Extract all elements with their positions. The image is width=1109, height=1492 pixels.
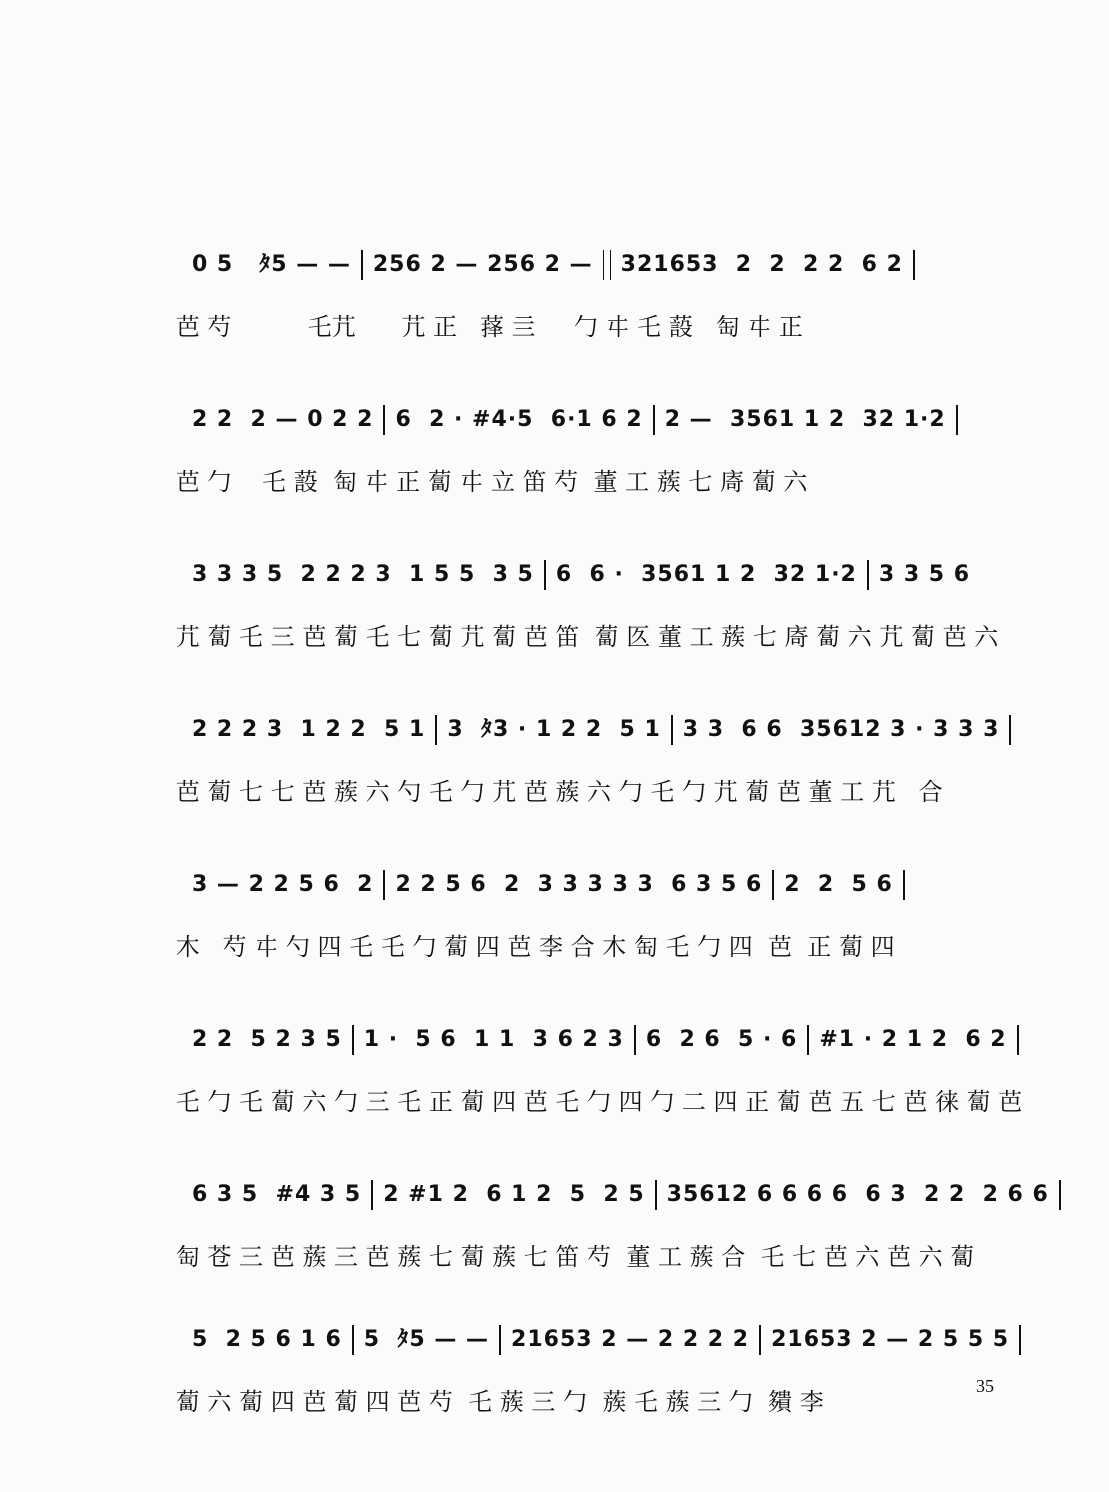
tab-chars: 乇 蔎 — [261, 468, 318, 496]
tab-chars: 董 工 芁 — [808, 778, 896, 806]
tab-chars: 笛 芍 — [555, 1243, 612, 1271]
tab-chars: 㢊 蔔 六 — [784, 623, 872, 651]
tab-chars: 芭 勹 — [175, 468, 232, 496]
tab-chars: 芭 乇 勹 四 勹 二 — [523, 1088, 706, 1116]
jianpu-line-8 — [140, 1250, 1010, 1352]
jianpu-measure: 3 3 3 5 2 2 2 3 1 5 5 3 5 — [191, 562, 534, 587]
tablature-line-7 — [130, 1167, 1010, 1271]
jianpu-line-4 — [140, 640, 1000, 742]
tab-chars: 芭 芍 — [175, 313, 232, 341]
jianpu-line-7 — [140, 1105, 1049, 1207]
tab-chars: 芭 蔟 六 — [523, 778, 612, 806]
page-number: 35 — [976, 1376, 994, 1396]
tab-chars: 芭 蔟 七 — [365, 1243, 453, 1271]
tab-chars: 五 七 — [840, 1088, 896, 1116]
barline — [1019, 1325, 1021, 1355]
tab-chars: 芭 六 — [823, 1243, 880, 1271]
jianpu-measure: #1 · 2 1 2 6 2 — [819, 1027, 1007, 1052]
tab-chars: 芭 蔔 七 七 — [175, 778, 295, 806]
tab-chars: 蔔 六 — [175, 1388, 232, 1416]
tab-chars: 匋 㐄 正 — [715, 313, 803, 341]
barline — [1059, 1180, 1061, 1210]
barline — [1017, 1025, 1019, 1055]
tab-chars: 蔔 芁 蔔 — [428, 623, 517, 651]
jianpu-line-6 — [140, 950, 1007, 1052]
jianpu-line-3 — [140, 485, 1000, 587]
jianpu-measure: 6 6 · 3561 1 2 32 1·2 — [555, 562, 857, 587]
jianpu-measure: 3 3 5 6 — [878, 562, 971, 587]
tab-chars: 正 蔔 四 — [807, 933, 895, 961]
tablature-line-5 — [130, 857, 1010, 961]
tab-chars: 芁 蔔 芭 六 — [879, 623, 999, 651]
tab-chars: 芍 㐄 勺 四 — [222, 933, 342, 961]
tab-chars: 芭 六 蔔 — [887, 1243, 975, 1271]
jianpu-measure: ﾀ5 — — — [259, 252, 351, 277]
tab-chars: 乇 七 — [760, 1243, 817, 1271]
tablature-line-6 — [130, 1012, 1023, 1116]
tablature-line-1 — [130, 237, 1010, 341]
tab-chars: 乇 蔟 三 勹 — [468, 1388, 588, 1416]
tab-chars: 匋 乇 勹 四 — [633, 933, 753, 961]
tab-chars: 芁 蔔 乇 三 — [175, 623, 295, 651]
tab-chars: 匋 苍 三 — [175, 1243, 264, 1271]
jianpu-measure: 2 2 2 — 0 2 2 — [191, 407, 374, 432]
tablature-line-2 — [130, 392, 1010, 496]
tab-chars: 芭 — [768, 933, 793, 961]
jianpu-measure: 2 2 5 6 — [784, 872, 893, 897]
jianpu-measure: 6 3 5 #4 3 5 — [191, 1182, 362, 1207]
jianpu-measure: 321653 2 2 2 2 6 2 — [620, 252, 903, 277]
jianpu-measure: 2 2 5 2 3 5 — [191, 1027, 342, 1052]
tab-chars: 董 工 蔟 合 — [626, 1243, 746, 1271]
tab-chars: 乇 乇 勹 蔔 四 — [349, 933, 500, 961]
tab-chars: 勹 芁 蔔 芭 — [681, 778, 801, 806]
jianpu-measure: 0 5 — [191, 252, 234, 277]
tab-chars: 乇 勹 — [175, 1088, 232, 1116]
tab-chars: 芭 蔔 四 — [302, 1388, 390, 1416]
tab-chars: 蔟 三 勹 — [665, 1388, 753, 1416]
tab-chars: 蔔 匛 — [594, 623, 651, 651]
tab-chars: 匋 㐄 正 蔔 — [332, 468, 452, 496]
jianpu-line-2 — [140, 330, 1000, 432]
tab-chars: 㢊 蔔 六 — [720, 468, 808, 496]
jianpu-measure: 256 2 — 256 2 — — [372, 252, 593, 277]
tab-chars: 芭 李 合 木 — [507, 933, 627, 961]
jianpu-measure: 5 ﾀ5 — — — [363, 1327, 490, 1352]
tab-chars: 芭 笛 — [523, 623, 580, 651]
tab-chars: 㚍 李 — [768, 1388, 824, 1416]
tab-chars: 萚 亖 — [480, 313, 536, 341]
tab-chars: 勹 乇 — [618, 778, 675, 806]
jianpu-measure: 2 #1 2 6 1 2 5 2 5 — [383, 1182, 645, 1207]
jianpu-measure: 3 3 6 6 35612 3 · 3 3 3 — [682, 717, 1000, 742]
jianpu-measure: 2 — 3561 1 2 32 1·2 — [664, 407, 946, 432]
jianpu-line-5 — [140, 795, 1000, 897]
jianpu-measure: 2 2 5 6 2 3 3 3 3 3 6 3 5 6 — [395, 872, 763, 897]
jianpu-measure: 6 2 6 5 · 6 — [645, 1027, 798, 1052]
tab-chars: 木 — [175, 933, 200, 961]
jianpu-measure: 3 ﾀ3 · 1 2 2 5 1 — [447, 717, 661, 742]
tab-chars: 芭 蔔 乇 七 — [302, 623, 422, 651]
jianpu-measure: 6 2 · #4·5 6·1 6 2 — [395, 407, 643, 432]
jianpu-measure: 35612 6 6 6 6 6 3 2 2 2 6 6 — [666, 1182, 1049, 1207]
tab-chars: 四 正 蔔 芭 — [713, 1088, 833, 1116]
tab-chars: 芭 徕 — [903, 1088, 959, 1116]
tab-chars: 蔔 芭 — [966, 1088, 1023, 1116]
jianpu-measure: 2 2 2 3 1 2 2 5 1 — [191, 717, 426, 742]
tab-chars: 蔔 蔟 七 — [460, 1243, 548, 1271]
tab-chars: 乇芁 — [307, 313, 356, 341]
tab-chars: 芭 蔟 六 — [302, 778, 390, 806]
jianpu-measure: 1 · 5 6 1 1 3 6 2 3 — [363, 1027, 624, 1052]
jianpu-measure: 21653 2 — 2 5 5 5 — [771, 1327, 1010, 1352]
jianpu-measure: 3 — 2 2 5 6 2 — [191, 872, 374, 897]
tab-chars: 乇 蔔 六 勹 三 — [239, 1088, 390, 1116]
tab-chars: 芭 蔟 三 — [270, 1243, 358, 1271]
jianpu-measure: 21653 2 — 2 2 2 2 — [511, 1327, 750, 1352]
tab-chars: 勹 㐄 乇 蔎 — [573, 313, 693, 341]
tab-chars: 芍 — [554, 468, 579, 496]
tab-chars: 董 工 蔟 七 — [657, 623, 777, 651]
tab-chars: 董 工 蔟 七 — [593, 468, 713, 496]
tab-chars: 蔟 乇 — [602, 1388, 658, 1416]
tab-chars: 乇 正 蔔 四 — [397, 1088, 517, 1116]
tablature-line-3 — [130, 547, 1010, 651]
tab-chars: 蔔 四 — [239, 1388, 295, 1416]
tab-chars: 㐄 立 笛 — [459, 468, 547, 496]
tab-chars: 合 — [918, 778, 943, 806]
jianpu-line-1 — [140, 175, 1000, 277]
tab-chars: 芁 正 — [401, 313, 458, 341]
tablature-line-4 — [130, 702, 1010, 806]
jianpu-measure: 5 2 5 6 1 6 — [191, 1327, 342, 1352]
tab-chars: 芭 芍 — [397, 1388, 453, 1416]
tab-chars: 勺 乇 — [397, 778, 453, 806]
tab-chars: 勹 芁 — [460, 778, 517, 806]
